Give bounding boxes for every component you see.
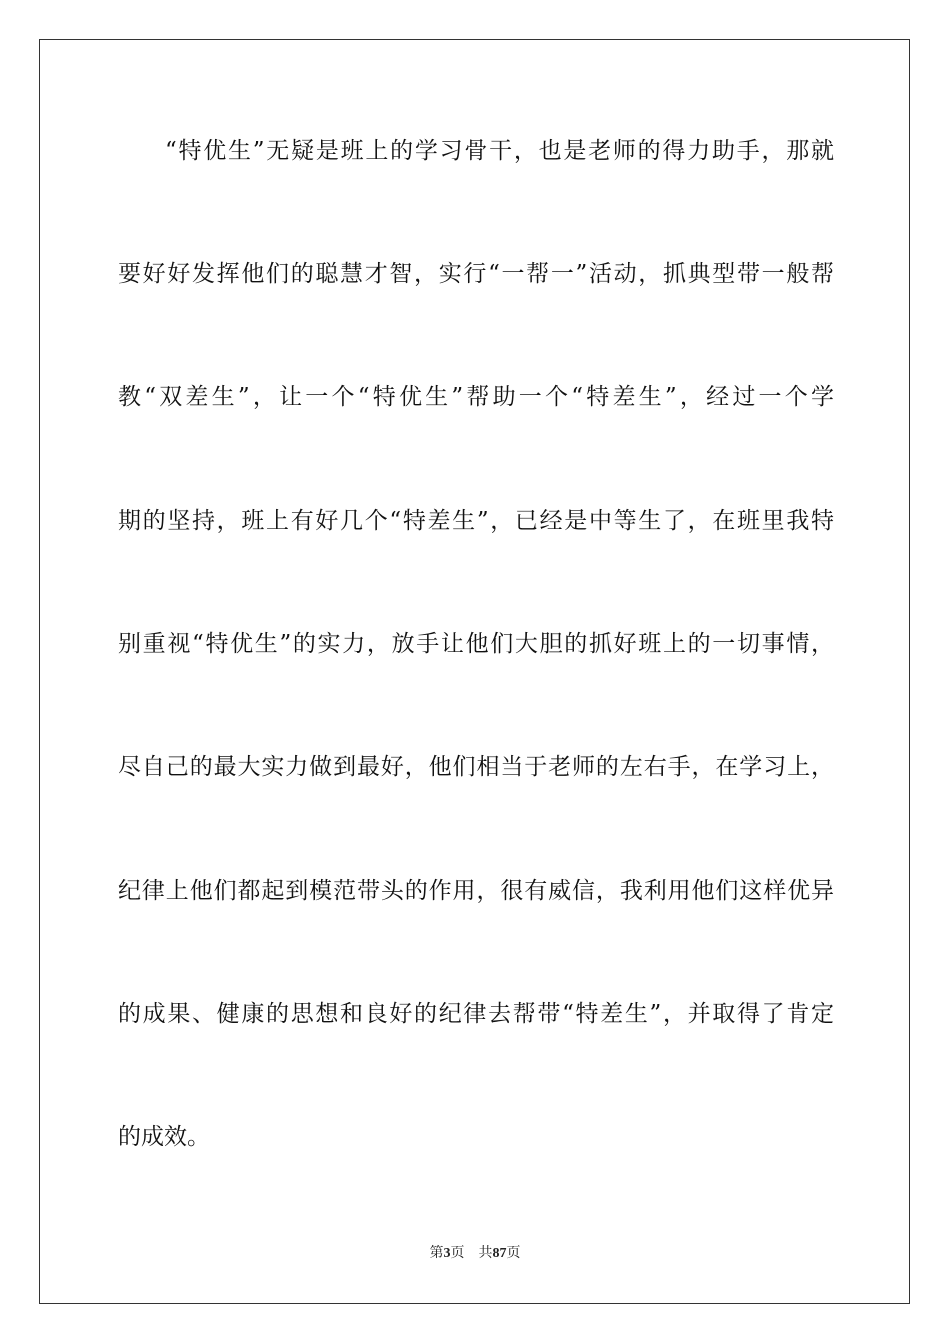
page-border [39, 39, 910, 1304]
paragraph-line-9: 的成效。 [118, 1124, 210, 1150]
paragraph-line-6: 尽自己的最大实力做到最好，他们相当于老师的左右手，在学习上， [118, 754, 834, 780]
page-footer [0, 1243, 950, 1264]
paragraph-line-8: 的成果、健康的思想和良好的纪律去帮带“特差生”，并取得了肯定 [118, 1001, 834, 1027]
paragraph-line-2: 要好好发挥他们的聪慧才智，实行“一帮一”活动，抓典型带一般帮 [118, 261, 834, 287]
paragraph-line-5: 别重视“特优生”的实力，放手让他们大胆的抓好班上的一切事情， [118, 631, 834, 657]
total-pages: 87 [492, 1246, 507, 1261]
paragraph-line-3: 教“双差生”，让一个“特优生”帮助一个“特差生”，经过一个学 [118, 384, 834, 410]
paragraph-line-1: “特优生”无疑是班上的学习骨干，也是老师的得力助手，那就 [165, 138, 834, 164]
page-prefix: 第 [429, 1245, 444, 1261]
total-prefix: 共 [478, 1245, 493, 1261]
page-number: 3 [443, 1246, 451, 1261]
paragraph-line-7: 纪律上他们都起到模范带头的作用，很有威信，我利用他们这样优异 [118, 878, 834, 904]
paragraph-line-4: 期的坚持，班上有好几个“特差生”，已经是中等生了，在班里我特 [118, 508, 834, 534]
total-suffix: 页 [506, 1245, 521, 1261]
page-suffix: 页 [450, 1245, 465, 1261]
